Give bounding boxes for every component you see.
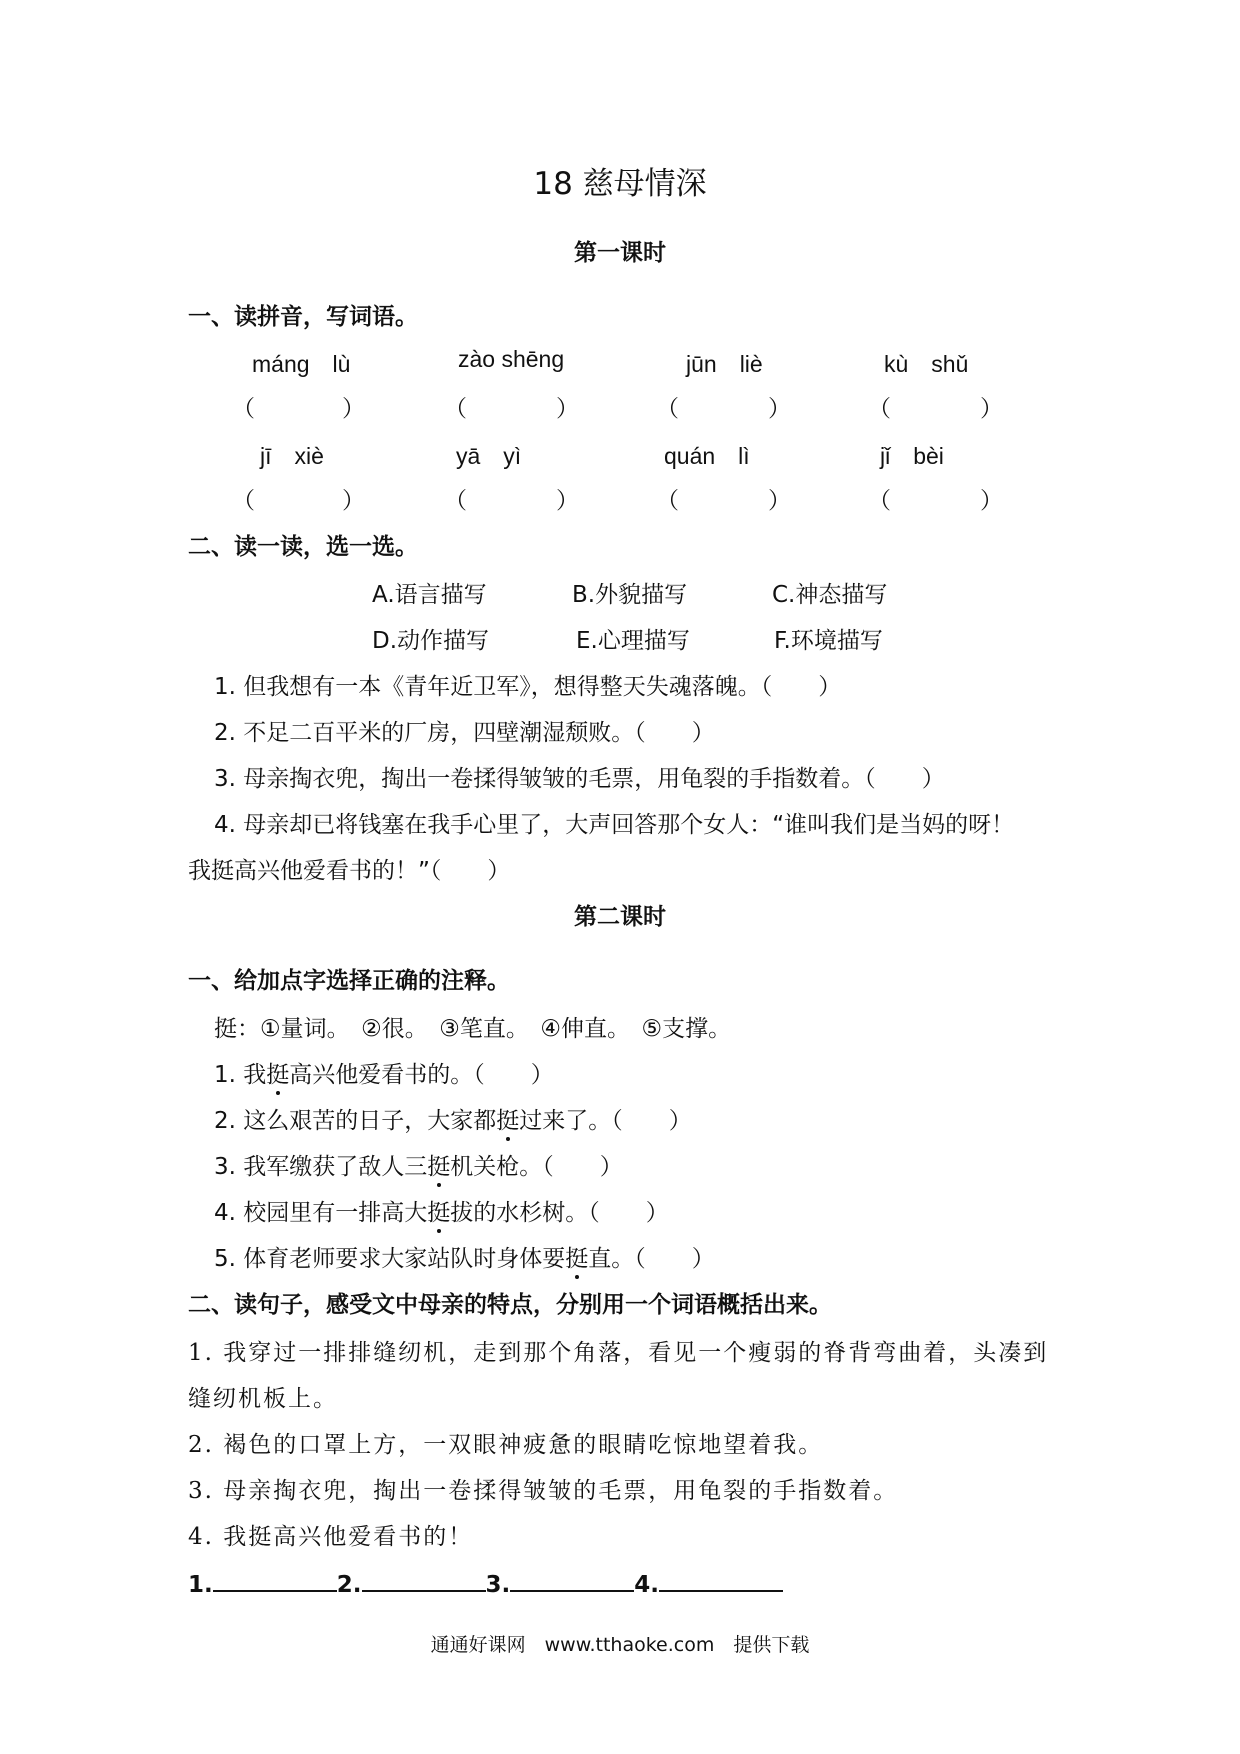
question-item: 2. 不足二百平米的厂房，四壁潮湿颓败。（ ）	[214, 720, 715, 746]
paren-open: （	[868, 488, 891, 514]
question-item	[214, 1056, 554, 1089]
pinyin-item: zào shēng	[458, 346, 565, 372]
item-text: 体育老师要求大家站队时身体要	[243, 1246, 566, 1272]
sentence-3: 3. 母亲掏衣兜，掏出一卷揉得皱皱的毛票，用龟裂的手指数着。	[188, 1478, 899, 1504]
question-item	[214, 1194, 669, 1227]
option-f: F.环境描写	[774, 628, 883, 654]
item-text: 高兴他爱看书的。（ ）	[289, 1062, 554, 1088]
sentence-4: 4. 我挺高兴他爱看书的！	[188, 1524, 474, 1550]
item-text: 我	[243, 1062, 267, 1088]
paren-close: ）	[768, 396, 791, 422]
paren-close: ）	[556, 396, 579, 422]
dotted-character: 挺	[496, 1102, 519, 1135]
answer-blank[interactable]	[659, 1566, 783, 1592]
pinyin-item: máng lù	[252, 351, 351, 377]
item-text: 校园里有一排高大	[243, 1200, 428, 1226]
question-item	[214, 1102, 692, 1135]
blank-label: 3.	[485, 1572, 511, 1598]
sentence-2: 2. 褐色的口罩上方，一双眼神疲惫的眼睛吃惊地望着我。	[188, 1432, 824, 1458]
definitions-line: 挺：①量词。 ②很。 ③笔直。 ④伸直。 ⑤支撑。	[214, 1016, 732, 1042]
answer-blank[interactable]	[510, 1566, 634, 1592]
paren-open: （	[656, 396, 679, 422]
option-a: A.语言描写	[372, 582, 487, 608]
paren-close: ）	[342, 488, 365, 514]
item-number: 3.	[214, 1154, 244, 1180]
paren-close: ）	[980, 396, 1003, 422]
dotted-character: 挺	[266, 1056, 289, 1089]
lesson2-q2-heading: 二、读句子，感受文中母亲的特点，分别用一个词语概括出来。	[188, 1292, 832, 1318]
paren-open: （	[868, 396, 891, 422]
blank-label: 4.	[634, 1572, 659, 1598]
paren-open: （	[232, 396, 255, 422]
document-title: 18 慈母情深	[533, 166, 707, 202]
paren-open: （	[444, 488, 467, 514]
pinyin-item: quán lì	[664, 443, 750, 469]
item-number: 2.	[214, 1108, 244, 1134]
paren-open: （	[232, 488, 255, 514]
item-text: 直。（ ）	[588, 1246, 715, 1272]
footer-credit: 通通好课网 www.tthaoke.com 提供下载	[430, 1634, 810, 1656]
lesson2-q1-heading: 一、给加点字选择正确的注释。	[188, 968, 510, 994]
answer-blank[interactable]	[362, 1566, 486, 1592]
pinyin-item: kù shǔ	[884, 351, 969, 377]
option-d: D.动作描写	[372, 628, 490, 654]
answer-blanks-row	[188, 1566, 783, 1598]
question-item-continued: 我挺高兴他爱看书的！”（ ）	[188, 858, 511, 884]
pinyin-item: jī xiè	[260, 443, 324, 469]
lesson1-q2-heading: 二、读一读，选一选。	[188, 534, 418, 560]
lesson2-heading: 第二课时	[574, 904, 666, 930]
answer-blank[interactable]	[213, 1566, 337, 1592]
paren-open: （	[444, 396, 467, 422]
question-item	[214, 1148, 623, 1181]
paren-close: ）	[768, 488, 791, 514]
blank-label: 1.	[188, 1572, 213, 1598]
paren-close: ）	[980, 488, 1003, 514]
blank-label: 2.	[336, 1572, 362, 1598]
lesson1-heading: 第一课时	[574, 240, 666, 266]
item-text: 这么艰苦的日子，大家都	[243, 1108, 497, 1134]
dotted-character: 挺	[565, 1240, 588, 1273]
question-item	[214, 1240, 715, 1273]
sentence-1-line-2: 缝纫机板上。	[188, 1386, 338, 1412]
item-number: 4.	[214, 1200, 244, 1226]
option-c: C.神态描写	[772, 582, 888, 608]
pinyin-item: jǐ bèi	[880, 443, 944, 469]
pinyin-item: jūn liè	[686, 351, 763, 377]
item-text: 拔的水杉树。（ ）	[450, 1200, 669, 1226]
pinyin-item: yā yì	[456, 443, 522, 469]
option-e: E.心理描写	[576, 628, 690, 654]
dotted-character: 挺	[427, 1194, 450, 1227]
sentence-1-line-1: 1. 我穿过一排排缝纫机，走到那个角落，看见一个瘦弱的脊背弯曲着，头凑到	[188, 1340, 1049, 1366]
lesson1-q1-heading: 一、读拼音，写词语。	[188, 304, 418, 330]
dotted-character: 挺	[427, 1148, 450, 1181]
question-item: 3. 母亲掏衣兜，掏出一卷揉得皱皱的毛票，用龟裂的手指数着。（ ）	[214, 766, 945, 792]
question-item: 4. 母亲却已将钱塞在我手心里了，大声回答那个女人：“谁叫我们是当妈的呀！	[214, 812, 1015, 838]
paren-open: （	[656, 488, 679, 514]
option-b: B.外貌描写	[572, 582, 688, 608]
paren-close: ）	[556, 488, 579, 514]
item-text: 我军缴获了敌人三	[243, 1154, 428, 1180]
item-text: 过来了。（ ）	[519, 1108, 692, 1134]
item-number: 5.	[214, 1246, 244, 1272]
item-text: 机关枪。（ ）	[450, 1154, 623, 1180]
question-item: 1. 但我想有一本《青年近卫军》，想得整天失魂落魄。（ ）	[214, 674, 842, 700]
paren-close: ）	[342, 396, 365, 422]
item-number: 1.	[214, 1062, 244, 1088]
